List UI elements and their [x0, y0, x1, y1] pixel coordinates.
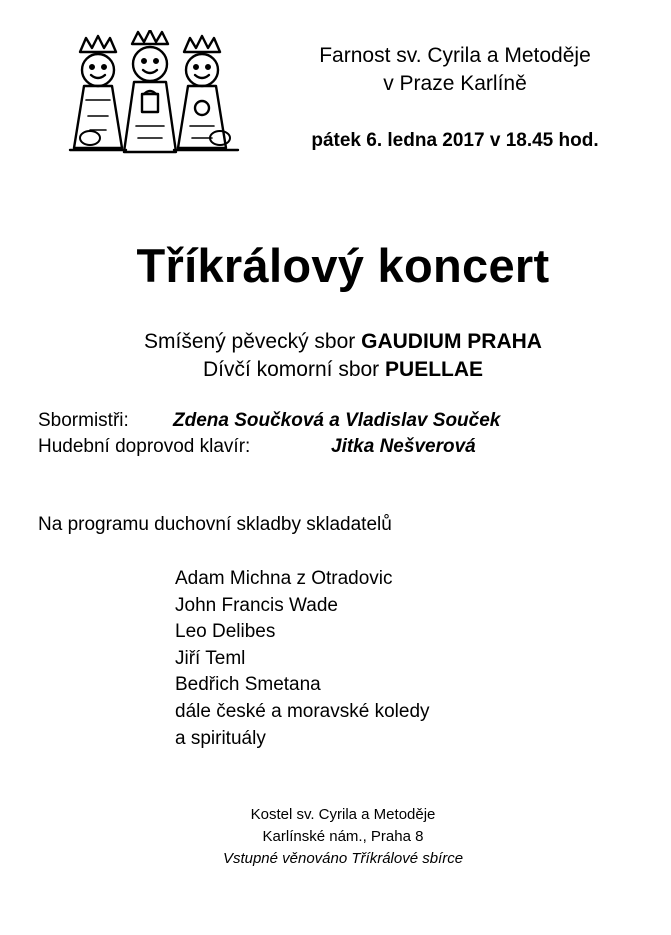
list-item: Bedřich Smetana: [175, 674, 321, 696]
program-title: Na programu duchovní skladby skladatelů: [38, 514, 392, 535]
concert-title: Tříkrálový koncert: [136, 239, 550, 292]
choir-line: [0, 356, 671, 384]
king-middle-figure: [124, 30, 176, 152]
list-item: Adam Michna z Otradovic: [175, 568, 393, 589]
venue-line-2: Karlínské nám., Praha 8: [262, 828, 424, 845]
parish-name: [270, 42, 640, 98]
role-label: Sbormistři:: [38, 410, 129, 431]
parish-line-2: v Praze Karlíně: [383, 72, 527, 95]
admission-note: Vstupné věnováno Tříkrálové sbírce: [222, 850, 464, 867]
composers-list: [175, 566, 430, 752]
role-label: Hudební doprovod klavír:: [38, 436, 251, 457]
list-item: a spirituály: [175, 727, 266, 749]
choir-prefix: Smíšený pěvecký sbor: [144, 330, 362, 353]
venue-line-1: Kostel sv. Cyrila a Metoděje: [250, 806, 436, 823]
choir-line: [0, 328, 671, 356]
venue-footer: [0, 804, 671, 870]
role-value: Zdena Součková a Vladislav Souček: [173, 410, 501, 431]
choirs-block: [0, 328, 671, 384]
list-item: Jiří Teml: [175, 647, 246, 669]
list-item: John Francis Wade: [175, 594, 338, 616]
three-kings-illustration: [66, 30, 242, 160]
list-item: dále české a moravské koledy: [175, 700, 430, 722]
choir-prefix: Dívčí komorní sbor: [202, 358, 386, 381]
role-value: Jitka Nešverová: [331, 436, 476, 457]
choir-name: GAUDIUM PRAHA: [361, 330, 542, 353]
choir-name: PUELLAE: [385, 358, 484, 381]
event-datetime: pátek 6. ledna 2017 v 18.45 hod.: [311, 130, 599, 151]
list-item: Leo Delibes: [175, 621, 276, 643]
parish-line-1: Farnost sv. Cyrila a Metoděje: [319, 44, 591, 67]
